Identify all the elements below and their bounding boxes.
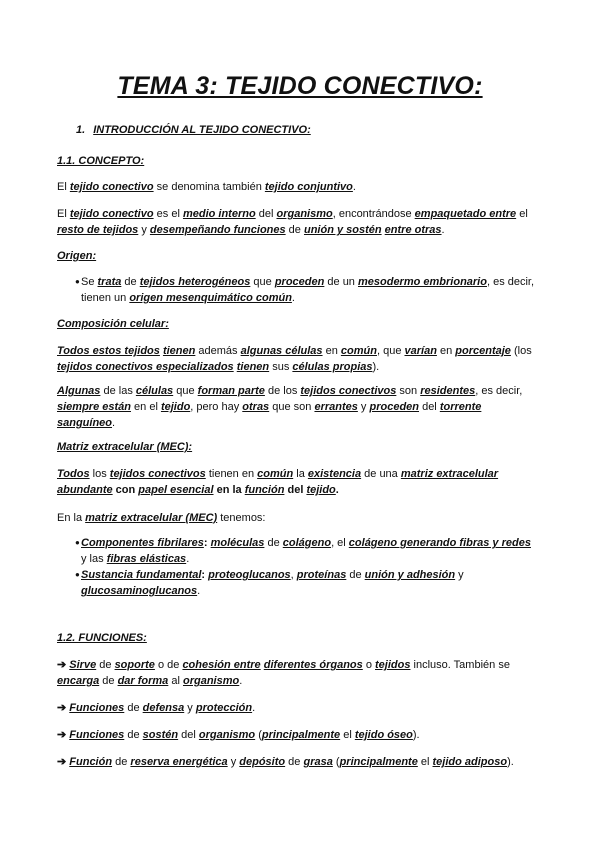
emphasized-term: unión y adhesión	[364, 569, 456, 581]
funciones-item-4	[57, 754, 537, 770]
emphasized-term: desempeñando funciones	[149, 224, 286, 236]
text-run: de los	[264, 385, 301, 397]
emphasized-term: depósito	[239, 756, 286, 768]
text-run: de	[124, 702, 143, 714]
page-title: TEMA 3: TEJIDO CONECTIVO:	[117, 72, 483, 100]
composicion-paragraph-2	[57, 383, 537, 431]
text-run: y	[357, 401, 370, 413]
text-run: que	[250, 276, 275, 288]
emphasized-term: porcentaje	[455, 345, 511, 357]
emphasized-term: Funciones	[69, 729, 125, 741]
text-run: del	[178, 729, 199, 741]
emphasized-term: torrente sanguíneo	[57, 401, 482, 429]
text-run: o de	[154, 659, 183, 671]
list-item	[57, 274, 535, 306]
section-heading-1	[76, 124, 311, 136]
emphasized-term: común	[257, 468, 294, 480]
text-run: de un	[324, 276, 358, 288]
text-run: y	[455, 569, 464, 581]
emphasized-term: Algunas	[57, 385, 101, 397]
emphasized-term: siempre están	[57, 401, 131, 413]
emphasized-term: empaquetado entre	[414, 208, 517, 220]
text-run: ➔	[57, 659, 70, 671]
text-run: .	[112, 417, 116, 429]
text-run: ).	[372, 361, 380, 373]
emphasized-term: protección	[195, 702, 253, 714]
text-run: que son	[269, 401, 315, 413]
emphasized-term: proceden	[369, 401, 420, 413]
text-run: , es decir, tienen un	[81, 276, 535, 304]
text-run: de	[121, 276, 140, 288]
emphasized-term: forman parte	[197, 385, 265, 397]
emphasized-term: residentes	[420, 385, 476, 397]
text-run: sus	[269, 361, 293, 373]
emphasized-term: matriz extracelular (MEC)	[85, 512, 218, 524]
text-run: que	[173, 385, 198, 397]
emphasized-term: dar forma	[117, 675, 169, 687]
text-run: el	[516, 208, 528, 220]
emphasized-term: papel esencial	[138, 484, 214, 496]
emphasized-term: función	[244, 484, 285, 496]
text-run: .	[335, 484, 339, 496]
text-run: ➔	[57, 702, 70, 714]
text-run: .	[291, 292, 295, 304]
composicion-paragraph-1	[57, 343, 537, 375]
text-run: (los	[510, 345, 532, 357]
text-run: con	[112, 484, 139, 496]
emphasized-term: tejido	[306, 484, 336, 496]
text-run: :	[201, 569, 209, 581]
text-run: ).	[412, 729, 420, 741]
text-run: del	[255, 208, 277, 220]
emphasized-term: reserva energética	[130, 756, 228, 768]
emphasized-term: errantes	[314, 401, 358, 413]
matriz-paragraph-2	[57, 510, 537, 526]
text-run: ➔	[57, 729, 70, 741]
emphasized-term: Sirve	[69, 659, 97, 671]
text-run: , es decir,	[475, 385, 523, 397]
text-run: además	[195, 345, 241, 357]
emphasized-term: tejido conjuntivo	[264, 181, 353, 193]
text-run: .	[197, 585, 201, 597]
emphasized-term: principalmente	[339, 756, 418, 768]
text-run: y	[227, 756, 240, 768]
emphasized-term: tejidos conectivos	[109, 468, 206, 480]
emphasized-term: defensa	[142, 702, 185, 714]
text-run: la	[293, 468, 308, 480]
list-item	[57, 567, 535, 599]
text-run: en la	[213, 484, 245, 496]
emphasized-term: organismo	[183, 675, 240, 687]
text-run: de	[124, 729, 143, 741]
text-run: de	[285, 756, 304, 768]
emphasized-term: tienen	[236, 361, 270, 373]
matriz-paragraph-1	[57, 466, 537, 498]
emphasized-term: encarga	[57, 675, 100, 687]
text-run: El	[57, 181, 70, 193]
text-run: de las	[100, 385, 136, 397]
emphasized-term: diferentes órganos	[263, 659, 363, 671]
emphasized-term: Componentes fibrilares	[81, 537, 204, 549]
text-run: tenemos:	[217, 512, 266, 524]
text-run: de	[285, 224, 304, 236]
matriz-heading: Matriz extracelular (MEC):	[57, 441, 193, 453]
text-run: los	[89, 468, 110, 480]
emphasized-term: grasa	[303, 756, 333, 768]
text-run: de	[264, 537, 283, 549]
emphasized-term: varían	[404, 345, 437, 357]
emphasized-term: entre otras	[384, 224, 442, 236]
text-run: de	[346, 569, 365, 581]
text-run: y las	[81, 553, 107, 565]
emphasized-term: glucosaminoglucanos	[81, 585, 198, 597]
funciones-item-3	[57, 727, 537, 743]
emphasized-term: colágeno	[282, 537, 332, 549]
emphasized-term: fibras elásticas	[106, 553, 187, 565]
origen-heading: Origen:	[57, 250, 97, 262]
text-run: Se	[81, 276, 98, 288]
funciones-heading: 1.2. FUNCIONES:	[57, 632, 147, 644]
emphasized-term: cohesión entre	[182, 659, 261, 671]
text-run: En la	[57, 512, 86, 524]
emphasized-term: soporte	[114, 659, 155, 671]
emphasized-term: tejido óseo	[354, 729, 413, 741]
text-run: del	[419, 401, 440, 413]
text-run: y	[138, 224, 150, 236]
emphasized-term: unión y sostén	[303, 224, 382, 236]
origen-list	[57, 274, 535, 306]
emphasized-term: tienen	[162, 345, 196, 357]
emphasized-term: Todos estos tejidos	[57, 345, 160, 357]
emphasized-term: resto de tejidos	[57, 224, 139, 236]
text-run: .	[441, 224, 445, 236]
emphasized-term: matriz extracelular abundante	[57, 468, 499, 496]
text-run: o	[362, 659, 376, 671]
emphasized-term: origen mesenquimático común	[129, 292, 292, 304]
emphasized-term: sostén	[142, 729, 179, 741]
text-run: , pero hay	[190, 401, 243, 413]
text-run: se denomina también	[153, 181, 265, 193]
emphasized-term: proteínas	[296, 569, 347, 581]
text-run: de	[99, 675, 118, 687]
text-run: incluso. También se	[410, 659, 510, 671]
matriz-list	[57, 535, 535, 599]
emphasized-term: medio interno	[182, 208, 256, 220]
emphasized-term: otras	[242, 401, 270, 413]
emphasized-term: Sustancia fundamental	[81, 569, 202, 581]
concepto-paragraph-1	[57, 179, 537, 195]
text-run: .	[186, 553, 190, 565]
funciones-item-2	[57, 700, 537, 716]
text-run: (	[255, 729, 262, 741]
text-run: es el	[153, 208, 183, 220]
text-run: .	[239, 675, 243, 687]
text-run: , encontrándose	[332, 208, 415, 220]
section-label: INTRODUCCIÓN AL TEJIDO CONECTIVO:	[93, 124, 311, 136]
text-run: , el	[331, 537, 349, 549]
text-run: , que	[376, 345, 405, 357]
emphasized-term: tejidos heterogéneos	[139, 276, 251, 288]
emphasized-term: existencia	[307, 468, 362, 480]
emphasized-term: proteoglucanos	[208, 569, 291, 581]
emphasized-term: Todos	[57, 468, 90, 480]
text-run: .	[352, 181, 356, 193]
text-run: y	[184, 702, 196, 714]
text-run: de una	[361, 468, 401, 480]
text-run: el	[340, 729, 355, 741]
text-run: el	[417, 756, 433, 768]
emphasized-term: tejido	[160, 401, 191, 413]
text-run: en	[436, 345, 456, 357]
text-run: son	[396, 385, 421, 397]
text-run: .	[252, 702, 256, 714]
emphasized-term: principalmente	[261, 729, 341, 741]
text-run: del	[284, 484, 307, 496]
emphasized-term: tejidos	[375, 659, 411, 671]
emphasized-term: organismo	[198, 729, 256, 741]
text-run: ➔	[57, 756, 70, 768]
emphasized-term: Función	[69, 756, 113, 768]
emphasized-term: células	[135, 385, 174, 397]
emphasized-term: proceden	[274, 276, 325, 288]
emphasized-term: organismo	[276, 208, 333, 220]
emphasized-term: tejido adiposo	[432, 756, 508, 768]
emphasized-term: tejido conectivo	[69, 181, 154, 193]
emphasized-term: Funciones	[69, 702, 125, 714]
text-run: ).	[507, 756, 514, 768]
emphasized-term: algunas células	[240, 345, 323, 357]
text-run: en el	[130, 401, 161, 413]
text-run: de	[112, 756, 131, 768]
text-run: (	[332, 756, 340, 768]
emphasized-term: células propias	[292, 361, 373, 373]
text-run: :	[203, 537, 211, 549]
text-run: ,	[290, 569, 297, 581]
composicion-heading: Composición celular:	[57, 318, 169, 330]
text-run: tienen en	[205, 468, 258, 480]
emphasized-term: colágeno generando fibras y redes	[348, 537, 531, 549]
text-run: en	[322, 345, 341, 357]
text-run: El	[57, 208, 70, 220]
section-number: 1.	[76, 124, 86, 136]
concepto-paragraph-2	[57, 206, 537, 238]
emphasized-term: tejidos conectivos	[300, 385, 397, 397]
emphasized-term: trata	[97, 276, 122, 288]
emphasized-term: mesodermo embrionario	[357, 276, 487, 288]
emphasized-term: tejido conectivo	[69, 208, 154, 220]
emphasized-term: tejidos conectivos especializados	[57, 361, 234, 373]
emphasized-term: común	[340, 345, 377, 357]
emphasized-term: moléculas	[210, 537, 265, 549]
list-item	[57, 535, 535, 567]
funciones-item-1	[57, 657, 537, 689]
text-run: al	[168, 675, 183, 687]
text-run: de	[96, 659, 115, 671]
concepto-heading: 1.1. CONCEPTO:	[57, 155, 145, 167]
